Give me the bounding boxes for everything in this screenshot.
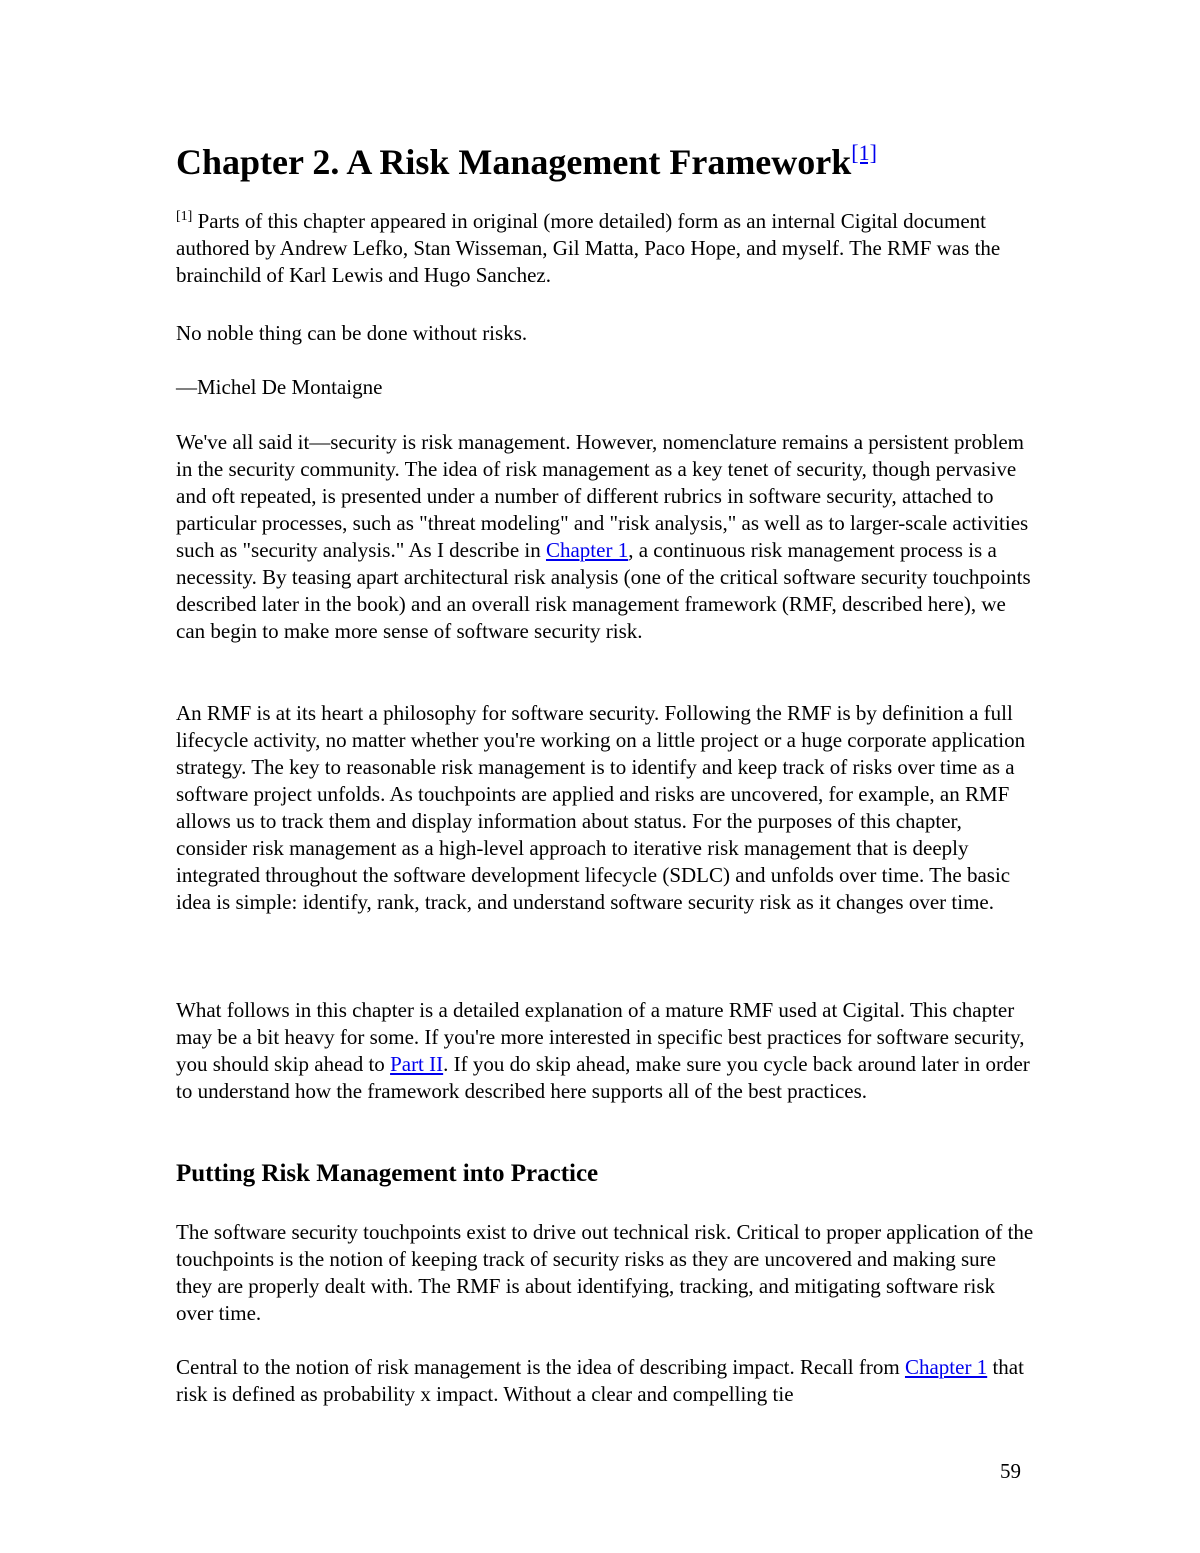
chapter-1-link[interactable]: Chapter 1 [545, 538, 629, 562]
paragraph-3 [176, 997, 1036, 1105]
footnote-text: Parts of this chapter appeared in original (more detailed) form as an internal Cigital document authored by Andrew Lefko, Stan Wisseman, Gil Matta, Paco Hope, and myself. The RMF was the brainchild of Karl Lewis and Hugo Sanchez. [176, 209, 1001, 287]
paragraph-1 [176, 429, 1036, 645]
paragraph-3-text-a: What follows in this chapter is a detailed explanation of a mature RMF used at Cigital. This chapter may be a bit heavy for some. If you're more interested in specific best practices for software security, you should skip ahead to [176, 998, 1025, 1076]
paragraph-5-text-a: Central to the notion of risk management is the idea of describing impact. Recall from [176, 1355, 905, 1379]
paragraph-1-text-a: We've all said it—security is risk management. However, nomenclature remains a persistent problem in the security community. The idea of risk management as a key tenet of security, though pervasive and oft repeated, is presented under a number of different rubrics in software security, attached to particular processes, such as "threat modeling" and "risk analysis," as well as to larger-scale activities such as "security analysis." As I describe in [176, 430, 1029, 562]
paragraph-1-text-b: , a continuous risk management process is a necessity. By teasing apart architectural risk analysis (one of the critical software security touchpoints described later in the book) and an overall risk management framework (RMF, described here), we can begin to make more sense of software security risk. [176, 538, 1031, 643]
chapter-1-link-2[interactable]: Chapter 1 [904, 1355, 988, 1379]
epigraph-quote: No noble thing can be done without risks. [176, 321, 528, 345]
paragraph-5-text-b: that risk is defined as probability x impact. Without a clear and compelling tie [176, 1355, 1024, 1406]
paragraph-2: An RMF is at its heart a philosophy for software security. Following the RMF is by definition a full lifecycle activity, no matter whether you're working on a little project or a huge corporate application strategy. The key to reasonable risk management is to identify and keep track of risks over time as a software project unfolds. As touchpoints are applied and risks are uncovered, for example, an RMF allows us to track them and display information about status. For the purposes of this chapter, consider risk management as a high-level approach to iterative risk management that is deeply integrated throughout the software development lifecycle (SDLC) and unfolds over time. The basic idea is simple: identify, rank, track, and understand software security risk as it changes over time. [176, 701, 1026, 914]
section-heading: Putting Risk Management into Practice [176, 1160, 599, 1187]
paragraph-4: The software security touchpoints exist to drive out technical risk. Critical to proper application of the touchpoints is the notion of keeping track of security risks as they are uncovered and making sure they are properly dealt with. The RMF is about identifying, tracking, and mitigating software risk over time. [176, 1220, 1034, 1325]
chapter-title [176, 140, 877, 184]
paragraph-3-text-b: . If you do skip ahead, make sure you cycle back around later in order to understand how the framework described here supports all of the best practices. [176, 1052, 1030, 1103]
footnote-ref-link[interactable]: [1] [851, 140, 877, 165]
chapter-title-text: Chapter 2. A Risk Management Framework [176, 142, 852, 182]
epigraph-attribution: —Michel De Montaigne [176, 375, 383, 399]
footnote-marker: [1] [176, 209, 193, 224]
footnote [176, 208, 1036, 289]
part-2-link[interactable]: Part II [390, 1052, 444, 1076]
page-number: 59 [1000, 1459, 1021, 1483]
paragraph-5 [176, 1354, 1036, 1408]
